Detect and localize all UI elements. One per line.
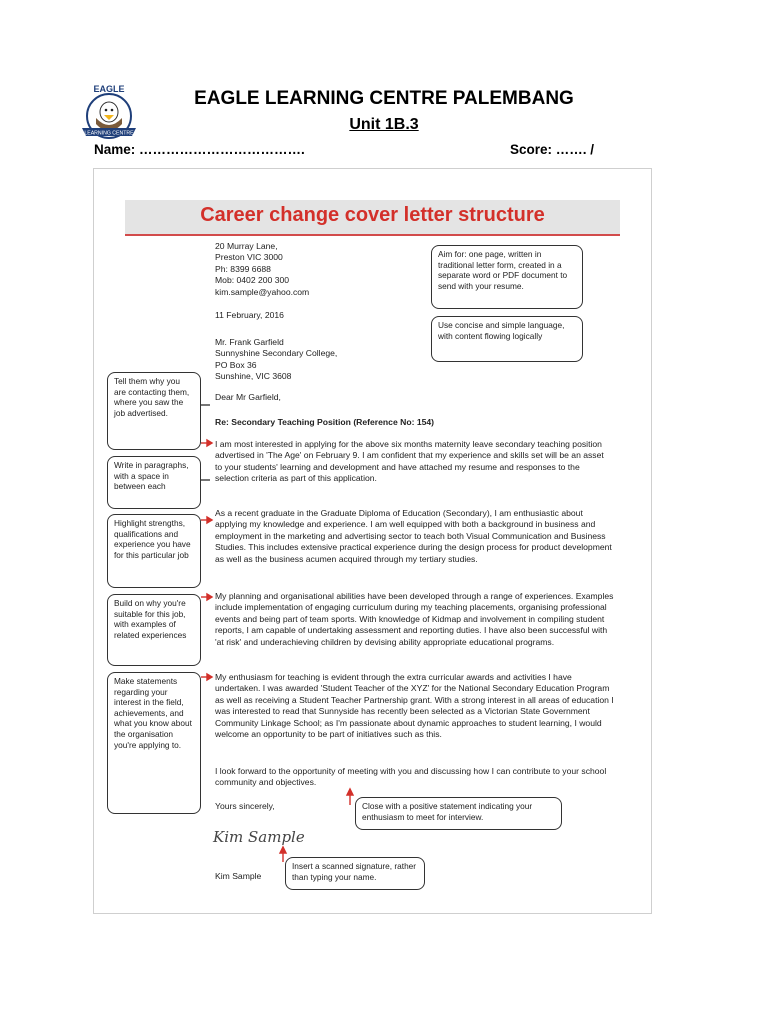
subject-line: Re: Secondary Teaching Position (Reference No: 154) xyxy=(215,417,435,427)
address-line: kim.sample@yahoo.com xyxy=(215,286,310,297)
address-line: Mob: 0402 200 300 xyxy=(215,275,290,286)
side-note-highlight: Highlight strengths, qualifications and experience you have for this particular job xyxy=(107,514,201,588)
signature-image: Kim Sample xyxy=(213,828,305,846)
school-name: EAGLE LEARNING CENTRE PALEMBANG xyxy=(194,88,574,109)
side-note-make: Make statements regarding your interest in the field, achievements, and what you know about the organisation you're applying to. xyxy=(107,672,201,814)
arrow-head-icon xyxy=(280,847,286,853)
signed-name: Kim Sample xyxy=(215,871,262,881)
recipient-line: Mr. Frank Garfield xyxy=(215,337,284,347)
paragraph-intro: I am most interested in applying for the above six months maternity leave secondary teaching position advertised in 'The Age' on February 9. I am confident that my experience and skills set will be an asset to your students' learning and development and have attached my resume and responses to the selection criteria as part of this application. xyxy=(215,439,604,484)
arrow-head-icon xyxy=(207,440,212,446)
callout-close: Close with a positive statement indicating your enthusiasm to meet for interview. xyxy=(355,797,562,830)
side-note-build: Build on why you're suitable for this job, with examples of related experiences xyxy=(107,594,201,666)
worksheet-title: Career change cover letter structure xyxy=(200,204,545,226)
recipient-line: Sunnyshine Secondary College, xyxy=(215,348,338,359)
paragraph-enthusiasm: My enthusiasm for teaching is evident through the extra curricular awards and activities I have undertaken. I was awarded 'Student Teacher of the XYZ' for the National Secondary Education Program as well as receiving a Student Teacher Partnership grant. With a strong interest in all areas of education I was interested to read that Sunnyside has recently been selected as a Victorian State Government Community Linkage School; as I'm passionate about dynamic approaches to student learning, I would welcome an opportunity to be part of initiatives such as this. xyxy=(215,672,614,740)
arrow-head-icon xyxy=(207,594,212,600)
paragraph-skills: My planning and organisational abilities have been developed through a range of experiences. Examples include implementation of engaging curriculum during my teaching placements, organising professional events and being part of team sports. With knowledge of Kidmap and involvement in compiling student reports, I am capable of undertaking assessment and reporting duties. I have also been successful with 'at risk' and underachieving children by devising ability appropriate educational programs. xyxy=(215,591,614,647)
arrow-head-icon xyxy=(207,674,212,680)
salutation: Dear Mr Garfield, xyxy=(215,392,281,402)
paragraph-closing: I look forward to the opportunity of meeting with you and discussing how I can contribute to your school community and objectives. xyxy=(215,766,607,788)
recipient-line: Sunshine, VIC 3608 xyxy=(215,371,292,382)
side-note-tell: Tell them why you are contacting them, where you saw the job advertised. xyxy=(107,372,201,450)
logo-top-text: EAGLE xyxy=(93,84,125,94)
address-line: 20 Murray Lane, xyxy=(215,241,278,251)
callout-aim: Aim for: one page, written in traditional letter form, created in a separate word or PDF document to send with your resume. xyxy=(431,245,583,309)
name-field-label: Name: ………………………………. xyxy=(94,142,305,157)
letter-closing: Yours sincerely, xyxy=(215,801,275,811)
score-field-label: Score: ……. / xyxy=(510,142,595,157)
paragraph-background: As a recent graduate in the Graduate Diploma of Education (Secondary), I am enthusiastic about applying my knowledge and experience. I am well equipped with both a background in business and employment in the marketing and advertising sector to teach both Visual Communication and Business Studies. This includes extensive practical experience during the design process for product development as well as the business acumen acquired through my tertiary studies. xyxy=(215,508,612,564)
callout-insert-signature: Insert a scanned signature, rather than typing your name. xyxy=(285,857,425,890)
address-line: Ph: 8399 6688 xyxy=(215,263,271,274)
address-line: Preston VIC 3000 xyxy=(215,252,283,263)
logo-ribbon-text: LEARNING CENTRE xyxy=(84,130,134,137)
letter-date: 11 February, 2016 xyxy=(215,310,284,320)
recipient-line: PO Box 36 xyxy=(215,359,257,370)
arrow-head-icon xyxy=(347,789,353,795)
arrow-head-icon xyxy=(207,517,212,523)
unit-title: Unit 1B.3 xyxy=(349,116,419,133)
callout-concise: Use concise and simple language, with content flowing logically xyxy=(431,316,583,362)
side-note-write: Write in paragraphs, with a space in between each xyxy=(107,456,201,509)
